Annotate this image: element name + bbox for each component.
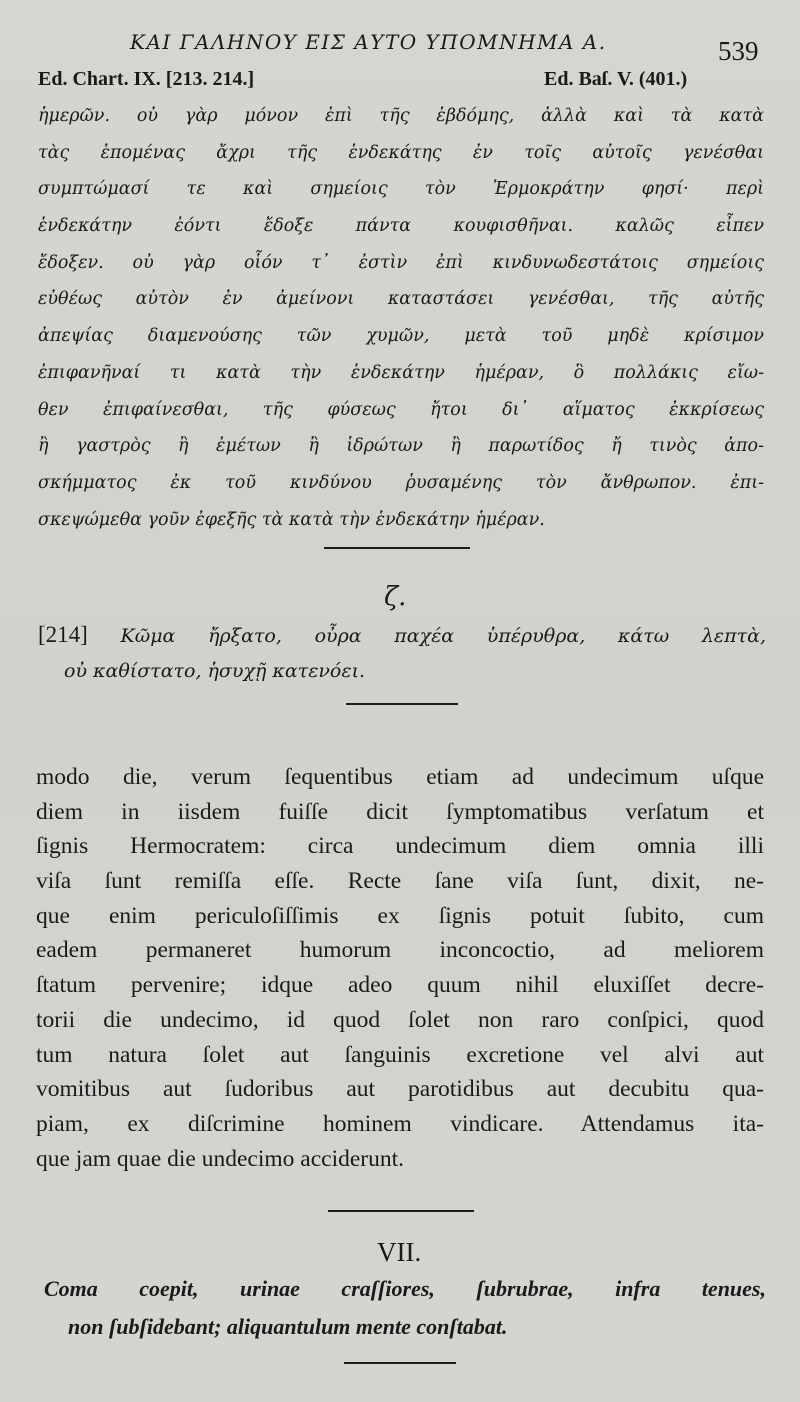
latin-line: modo die, verum ſequentibus etiam ad undecimum uſque — [36, 764, 764, 790]
edition-reference-left: Ed. Chart. IX. [213. 214.] — [38, 68, 255, 90]
aphorism-latin-line-1: Coma coepit, urinae craſſiores, ſubrubrae, infra tenues, — [44, 1276, 766, 1301]
aphorism-greek-line-2: οὐ καθίστατο, ἡσυχῇ κατενόει. — [64, 660, 366, 682]
greek-line: σκεψώμεθα γοῦν ἐφεξῆς τὰ κατὰ τὴν ἑνδεκάτην ἡμέραν. — [38, 509, 545, 530]
aphorism-greek-line-1 — [38, 622, 766, 648]
latin-line: vomitibus aut ſudoribus aut parotidibus aut decubitu qua- — [36, 1076, 764, 1103]
greek-line: ἐπιφανῆναί τι κατὰ τὴν ἑνδεκάτην ἡμέραν, ὃ πολλάκις εἴω- — [38, 362, 764, 383]
edition-reference-right: Ed. Baſ. V. (401.) — [544, 68, 688, 90]
latin-line: tum natura ſolet aut ſanguinis excretione vel alvi aut — [36, 1041, 764, 1068]
page-number: 539 — [718, 36, 759, 66]
latin-line: viſa ſunt remiſſa eſſe. Recte ſane viſa ſunt, dixit, ne- — [36, 868, 764, 895]
greek-commentary — [38, 98, 764, 538]
greek-line: ἑνδεκάτην ἐόντι ἔδοξε πάντα κουφισθῆναι. καλῶς εἶπεν — [38, 216, 764, 237]
aphorism-reference: [214] — [38, 622, 88, 647]
latin-line: ſtatum pervenire; idque adeo quum nihil eluxiſſet decre- — [36, 972, 764, 999]
greek-line: ἀπεψίας διαμενούσης τῶν χυμῶν, μετὰ τοῦ μηδὲ κρίσιμον — [38, 326, 764, 347]
greek-line: ἔδοξεν. οὐ γὰρ οἷόν τ᾽ ἐστὶν ἐπὶ κινδυνωδεστάτοις σημείοις — [38, 252, 764, 273]
latin-line: torii die undecimo, id quod ſolet non raro conſpici, quod — [36, 1006, 764, 1033]
aphorism-numeral-latin: VII. — [377, 1237, 422, 1267]
latin-line: que enim periculoſiſſimis ex ſignis potuit ſubito, cum — [36, 902, 764, 929]
section-divider — [324, 547, 470, 549]
latin-line: eadem permaneret humorum inconcoctio, ad meliorem — [36, 937, 764, 964]
aphorism-latin-line-2: non ſubſidebant; aliquantulum mente conſtabat. — [68, 1314, 508, 1339]
latin-line: piam, ex diſcrimine hominem vindicare. Attendamus ita- — [36, 1110, 764, 1137]
running-head: ΚΑΙ ΓΑΛΗΝΟΥ ΕΙΣ ΑΥΤΟ ΥΠΟΜΝΗΜΑ Α. — [130, 30, 607, 54]
section-divider — [328, 1210, 474, 1212]
aphorism-numeral-greek: ζ. — [384, 582, 407, 612]
greek-line: σκήμματος ἐκ τοῦ κινδύνου ῥυσαμένης τὸν ἄνθρωπον. ἐπι- — [38, 472, 764, 493]
greek-line: συμπτώμασί τε καὶ σημείοις τὸν Ἑρμοκράτην φησί· περὶ — [38, 179, 764, 200]
latin-line: que jam quae die undecimo acciderunt. — [36, 1145, 405, 1172]
greek-line: τὰς ἑπομένας ἄχρι τῆς ἑνδεκάτης ἐν τοῖς αὐτοῖς γενέσθαι — [38, 142, 764, 163]
greek-line: ἡμερῶν. οὐ γὰρ μόνον ἐπὶ τῆς ἑβδόμης, ἀλλὰ καὶ τὰ κατὰ — [38, 106, 764, 126]
latin-line: ſignis Hermocratem: circa undecimum diem omnia illi — [36, 833, 764, 860]
greek-line: εὐθέως αὐτὸν ἐν ἀμείνονι καταστάσει γενέσθαι, τῆς αὐτῆς — [38, 289, 764, 310]
greek-line: θεν ἐπιφαίνεσθαι, τῆς φύσεως ἤτοι δι᾽ αἵματος ἐκκρίσεως — [38, 399, 764, 420]
section-divider — [346, 703, 458, 705]
section-divider — [344, 1362, 456, 1364]
latin-commentary — [36, 760, 764, 1176]
greek-line: ἢ γαστρὸς ἢ ἐμέτων ἢ ἱδρώτων ἢ παρωτίδος ἤ τινὸς ἀπο- — [38, 436, 764, 457]
latin-line: diem in iisdem fuiſſe dicit ſymptomatibus verſatum et — [36, 798, 764, 825]
aphorism-greek-text: Κῶμα ἤρξατο, οὖρα παχέα ὑπέρυθρα, κάτω λεπτὰ, — [120, 625, 766, 647]
